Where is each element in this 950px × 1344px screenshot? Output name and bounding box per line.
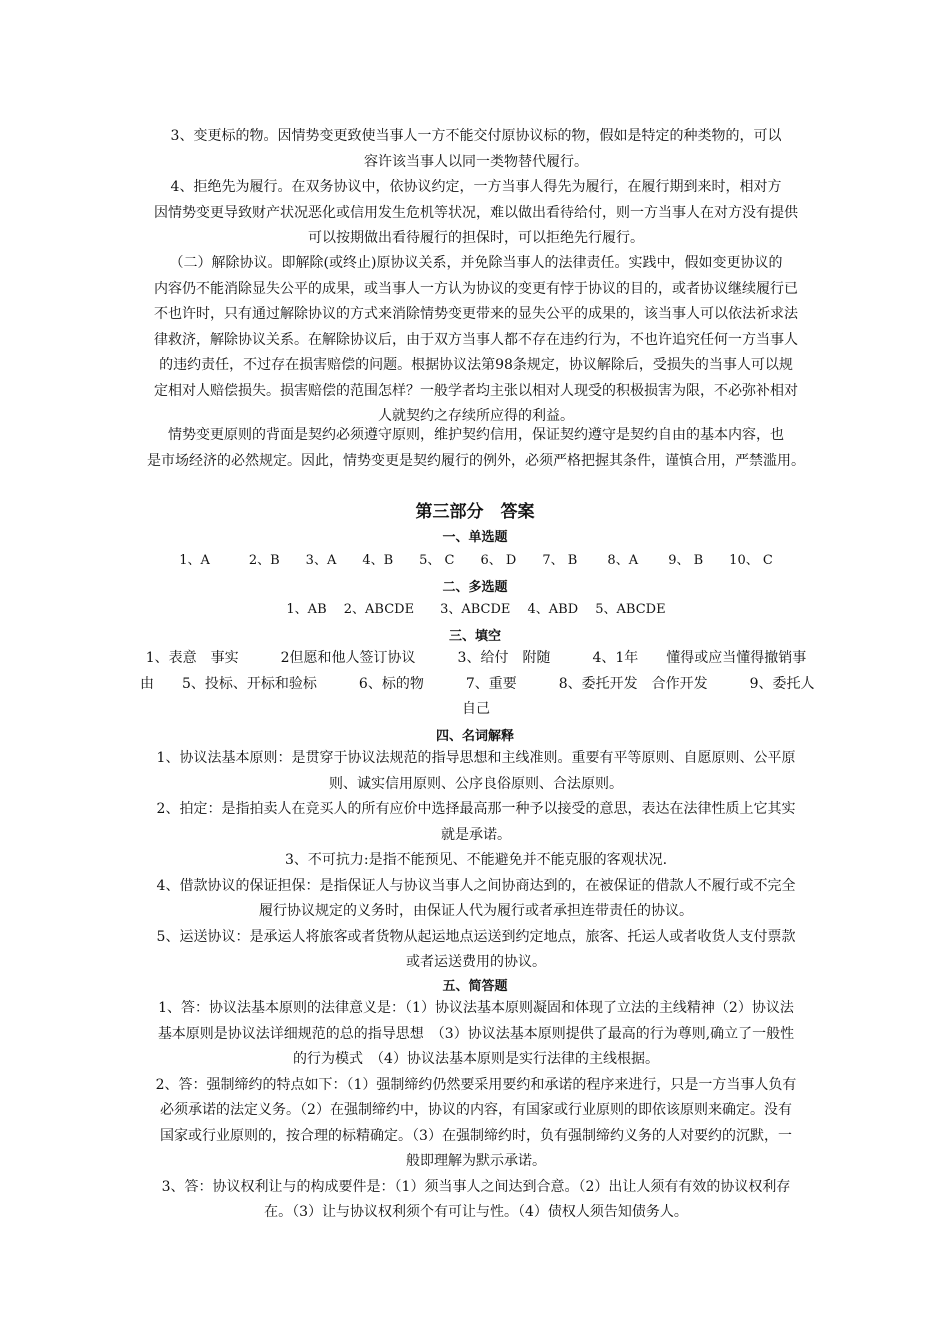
text-line: 履行协议规定的义务时，由保证人代为履行或者承担连带责任的协议。 — [259, 903, 693, 919]
text-line: 基本原则是协议法详细规范的总的指导思想 （3）协议法基本原则提供了最高的行为尊则,确立了一般性 — [157, 1025, 795, 1042]
text-line: 国家或行业原则的，按合理的标精确定。（3）在强制缔约时，负有强制缔约义务的人对要约的沉默，一 — [160, 1127, 792, 1144]
text-line: 律救济，解除协议关系。在解除协议后，由于双方当事人都不存在违约行为，不也许追究任何一方当事人 — [154, 331, 798, 348]
text-line: 因情势变更导致财产状况恶化或信用发生危机等状况，难以做出看待给付，则一方当事人在对方没有提供 — [154, 204, 798, 221]
section-title-short-answer: 五、简答题 — [442, 979, 508, 994]
text-line: 人就契约之存续所应得的利益。 — [378, 408, 574, 424]
text-line: 由 5、投标、开标和验标 6、标的物 7、重要 8、委托开发 合作开发 9、委托人 — [140, 675, 815, 692]
text-line: 在。（3）让与协议权利须个有可让与性。（4）债权人须告知债务人。 — [264, 1204, 688, 1220]
text-line: 4、拒绝先为履行。在双务协议中，依协议约定，一方当事人得先为履行，在履行期到来时，相对方 — [170, 179, 782, 195]
term-explanation-list — [140, 746, 812, 976]
text-line: 的行为模式 （4）协议法基本原则是实行法律的主线根据。 — [293, 1051, 659, 1067]
text-line: 5、运送协议：是承运人将旅客或者货物从起运地点运送到约定地点，旅客、托运人或者收货人支付票款 — [156, 928, 796, 945]
text-line: 不也许时，只有通过解除协议的方式来消除情势变更带来的显失公平的成果的，该当事人可以依法祈求法 — [154, 306, 798, 322]
text-line: 则、诚实信用原则、公序良俗原则、合法原则。 — [329, 775, 623, 792]
text-line: 1、答：协议法基本原则的法律意义是：（1）协议法基本原则凝固和体现了立法的主线精神（2）协议法 — [158, 1000, 794, 1016]
text-line: 可以按期做出看待履行的担保时，可以拒绝先行履行。 — [308, 230, 644, 246]
text-line: 情势变更原则的背面是契约必须遵守原则，维护契约信用，保证契约遵守是契约自由的基本内容，也 — [168, 427, 784, 443]
text-line: 2、拍定：是指拍卖人在竞买人的所有应价中选择最高那一种予以接受的意思，表达在法律性质上它其实 — [156, 801, 796, 817]
text-line: 3、变更标的物。因情势变更致使当事人一方不能交付原协议标的物，假如是特定的种类物的，可以 — [170, 128, 782, 144]
text-line: 1、AB 2、ABCDE 3、ABCDE 4、ABD 5、ABCDE — [286, 602, 666, 617]
paragraph-conclusion — [140, 423, 812, 474]
paragraph-change-subject-matter — [140, 124, 812, 175]
text-line: 2、答：强制缔约的特点如下：（1）强制缔约仍然要采用要约和承诺的程序来进行，只是一方当事人负有 — [155, 1076, 797, 1093]
part-title: 第三部分 答案 — [415, 502, 535, 522]
single-choice-answers — [140, 548, 812, 573]
text-line: 3、答：协议权利让与的构成要件是：（1）须当事人之间达到合意。（2）出让人须有有效的协议权利存 — [161, 1178, 791, 1195]
paragraph-terminate-agreement — [140, 251, 812, 430]
section-title-multiple-choice: 二、多选题 — [442, 580, 508, 595]
section-title-term-explanation: 四、名词解释 — [435, 729, 514, 744]
text-line: 自己 — [462, 701, 490, 717]
short-answer-list — [140, 996, 812, 1226]
section-title-single-choice: 一、单选题 — [442, 530, 508, 545]
text-line: 1、协议法基本原则：是贯穿于协议法规范的指导思想和主线准则。重要有平等原则、自愿原则、公平原 — [156, 750, 796, 766]
text-line: 3、不可抗力:是指不能预见、不能避免并不能克服的客观状况. — [284, 852, 668, 868]
text-line: 就是承诺。 — [441, 826, 511, 843]
fill-blank-answers — [140, 646, 815, 723]
text-line: 内容仍不能消除显失公平的成果，或当事人一方认为协议的变更有悖于协议的目的，或者协议继续履行已 — [154, 280, 798, 297]
text-line: （二）解除协议。即解除(或终止)原协议关系，并免除当事人的法律责任。实践中，假如变更协议的 — [169, 255, 783, 271]
text-line: 或者运送费用的协议。 — [406, 954, 546, 970]
paragraph-refuse-performance — [140, 175, 812, 252]
multiple-choice-answers — [140, 597, 812, 622]
text-line: 必须承诺的法定义务。（2）在强制缔约中，协议的内容，有国家或行业原则的即依该原则来确定。没有 — [160, 1102, 792, 1118]
text-line: 的违约责任，不过存在损害赔偿的问题。根据协议法第98条规定，协议解除后，受损失的当事人可以规 — [159, 357, 793, 373]
text-line: 1、表意 事实 2但愿和他人签订协议 3、给付 附随 4、1年 懂得或应当懂得撤销事 — [145, 650, 807, 666]
text-line: 定相对人赔偿损失。损害赔偿的范围怎样？一般学者均主张以相对人现受的积极损害为限，不必弥补相对 — [154, 382, 798, 399]
text-line: 是市场经济的必然规定。因此，情势变更是契约履行的例外，必须严格把握其条件，谨慎合用，严禁滥用。 — [147, 452, 805, 469]
text-line: 容许该当事人以同一类物替代履行。 — [364, 153, 588, 170]
section-title-fill-blank: 三、填空 — [448, 629, 501, 644]
text-line: 4、借款协议的保证担保：是指保证人与协议当事人之间协商达到的，在被保证的借款人不履行或不完全 — [156, 877, 796, 894]
text-line: 般即理解为默示承诺。 — [406, 1153, 546, 1169]
text-line: 1、A 2、B 3、A 4、B 5、 C 6、 D 7、 B 8、A 9、 B 10、 C — [179, 553, 773, 568]
